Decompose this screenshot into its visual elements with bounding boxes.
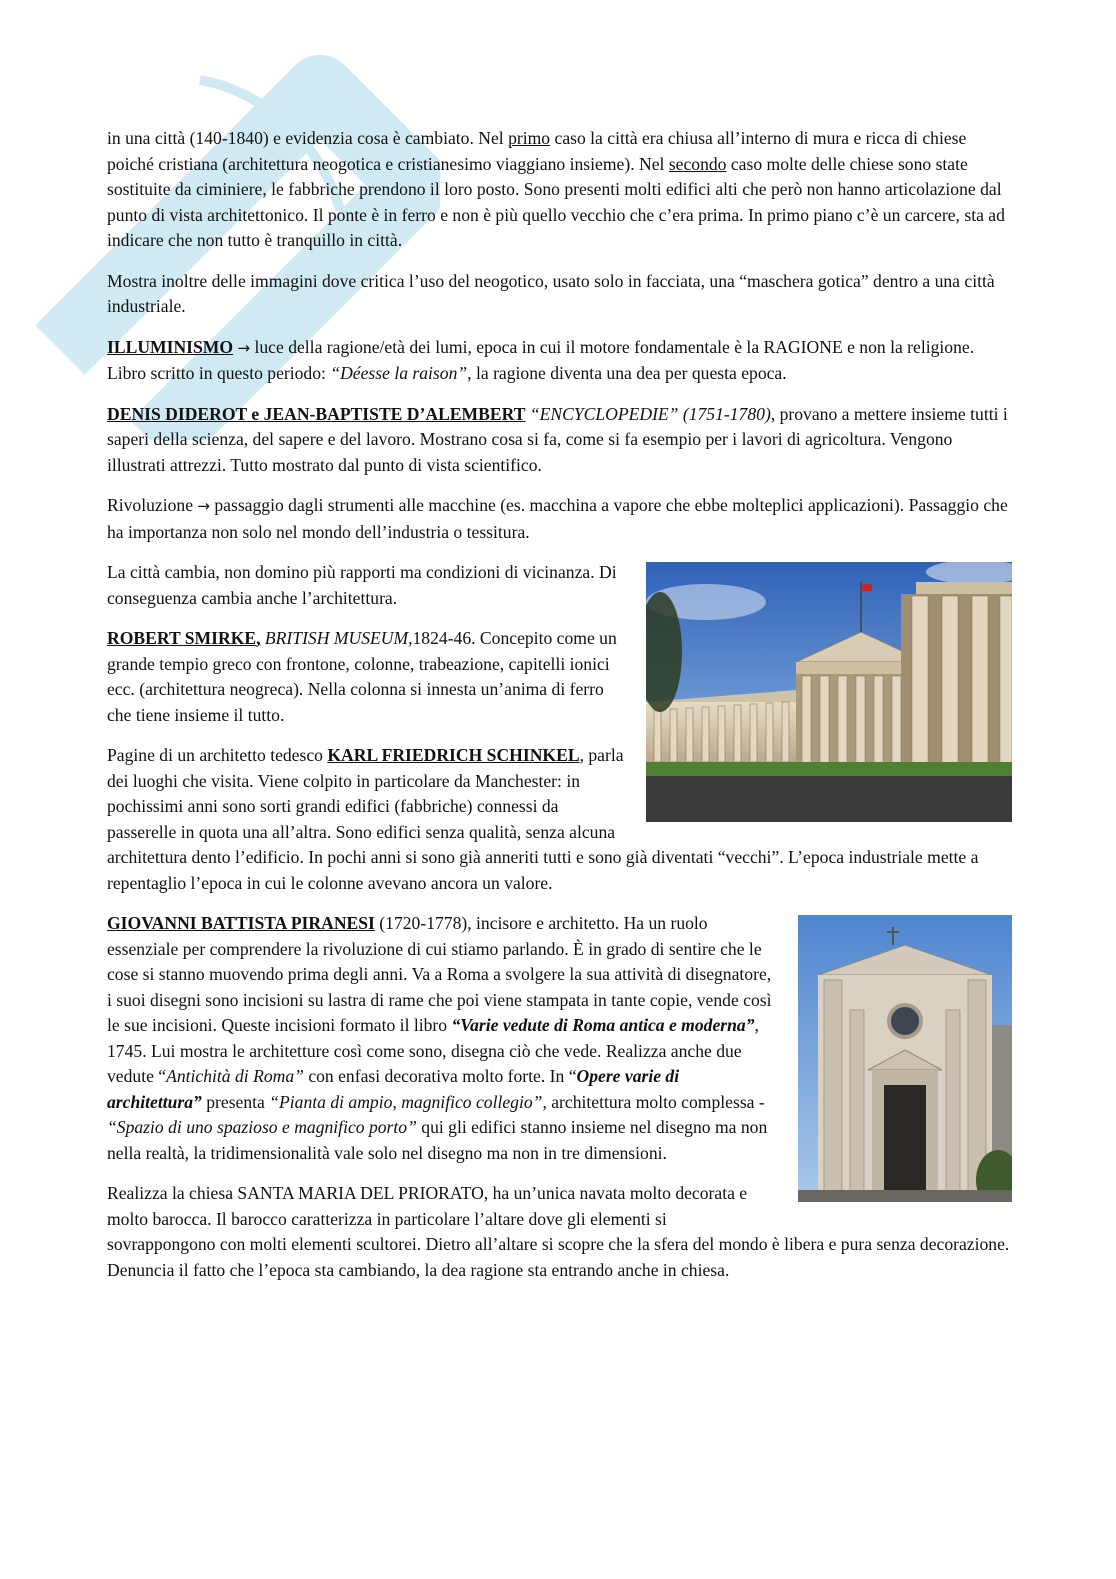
paragraph-santa-maria: Realizza la chiesa SANTA MARIA DEL PRIORATO, ha un’unica navata molto decorata e molto barocca. Il barocco caratterizza in particolare l’altare dove gli elementi si sovrappongono con molti elementi scultorei. Dietro all’altare si scopre che la sfera del mondo è libera e pura senza decorazione. Denuncia il fatto che l’epoca sta cambiando, la dea ragione sta entrando anche in chiesa. — [107, 1183, 1010, 1280]
underlined-word: primo — [508, 128, 551, 148]
arrow-right-icon: → — [197, 497, 210, 515]
paragraph-schinkel: Pagine di un architetto tedesco KARL FRIEDRICH SCHINKEL, parla dei luoghi che visita. Viene colpito in particolare da Manchester: in pochissimi anni sono sorti grandi edifici (fabbriche) connessi da passerelle in quota una all’altra. Sono edifici senza qualità, senza alcuna architettura dento l’edificio. In pochi anni si sono già anneriti tutti e sono già diventati “vecchi”. L’epoca industriale mette a repentaglio l’epoca in cui le colonne avevano ancora un valore. — [107, 745, 979, 893]
paragraph-neogothic: Mostra inoltre delle immagini dove critica l’uso del neogotico, usato solo in facciata, una “maschera gotica” dentro a una città industriale. — [107, 270, 995, 316]
section-heading: DENIS DIDEROT e JEAN-BAPTISTE D’ALEMBERT — [107, 403, 526, 424]
arrow-right-icon: → — [237, 338, 251, 357]
british-museum-photo — [646, 562, 1012, 822]
paragraph-city-changes: La città cambia, non domino più rapporti ma condizioni di vicinanza. Di conseguenza cambia anche l’architettura. — [107, 562, 617, 608]
paragraph-rivoluzione: Rivoluzione → passaggio dagli strumenti alle macchine (es. macchina a vapore che ebbe molteplici applicazioni). Passaggio che ha importanza non solo nel mondo dell’industria o tessitura. — [107, 495, 1008, 542]
underlined-word: secondo — [668, 153, 727, 174]
document-page — [107, 126, 1012, 1298]
section-heading: ROBERT SMIRKE, — [107, 628, 261, 648]
paragraph-piranesi: GIOVANNI BATTISTA PIRANESI (1720-1778), incisore e architetto. Ha un ruolo essenziale per comprendere la rivoluzione di cui stiamo parlando. È in grado di sentire che le cose si stanno muovendo prima degli anni. Va a Roma a svolgere la sua attività di disegnatore, i suoi disegni sono incisioni su lastra di rame che poi viene stampata in tante copie, vende così le sue incisioni. Queste incisioni formato il libro “Varie vedute di Roma antica e moderna”, 1745. Lui mostra le architetture così come sono, disegna ciò che vede. Realizza anche due vedute “Antichità di Roma” con enfasi decorativa molto forte. In “Opere varie di architettura” presenta “Pianta di ampio, magnifico collegio”, architettura molto complessa - “Spazio di uno spazioso e magnifico porto” qui gli edifici stanno insieme nel disegno ma non nella realtà, la tridimensionalità vale solo nel disegno ma non in tre dimensioni. — [107, 913, 772, 1163]
book-title: “Varie vedute di Roma antica e moderna” — [451, 1015, 755, 1035]
paragraph-encyclopedie: DENIS DIDEROT e JEAN-BAPTISTE D’ALEMBERT “ENCYCLOPEDIE” (1751-1780), provano a mettere insieme tutti i saperi della scienza, del sapere e del lavoro. Mostrano cosa si fa, come si fa esempio per i lavori di agricoltura. Vengono illustrati attrezzi. Tutto mostrato dal punto di vista scientifico. — [107, 403, 1008, 475]
paragraph-illuminismo: ILLUMINISMO → luce della ragione/età dei lumi, epoca in cui il motore fondamentale è la RAGIONE e non la religione. Libro scritto in questo periodo: “Déesse la raison”, la ragione diventa una dea per questa epoca. — [107, 336, 975, 383]
paragraph-smirke: ROBERT SMIRKE, BRITISH MUSEUM,1824-46. Concepito come un grande tempio greco con frontone, colonne, trabeazione, capitelli ionici ecc. (architettura neogreca). Nella colonna si innesta un’anima di ferro che tiene insieme il tutto. — [107, 628, 617, 725]
santa-maria-priorato-photo — [798, 915, 1012, 1202]
paragraph-city-comparison: in una città (140-1840) e evidenzia cosa è cambiato. Nel primo caso la città era chiusa all’interno di mura e ricca di chiese poiché cristiana (architettura neogotica e cristianesimo viaggiano insieme). Nel secondo caso molte delle chiese sono state sostituite da ciminiere, le fabbriche prendono il loro posto. Sono presenti molti edifici alti che però non hanno articolazione dal punto di vista architettonico. Il ponte è in ferro e non è più quello vecchio che c’era prima. In primo piano c’è un carcere, sta ad indicare che non tutto è tranquillo in città. — [107, 128, 1005, 250]
section-heading: KARL FRIEDRICH SCHINKEL — [327, 745, 580, 765]
section-heading: GIOVANNI BATTISTA PIRANESI — [107, 913, 375, 933]
section-heading: ILLUMINISMO — [107, 336, 234, 357]
book-title: Opere varie di architettura” — [107, 1066, 680, 1112]
